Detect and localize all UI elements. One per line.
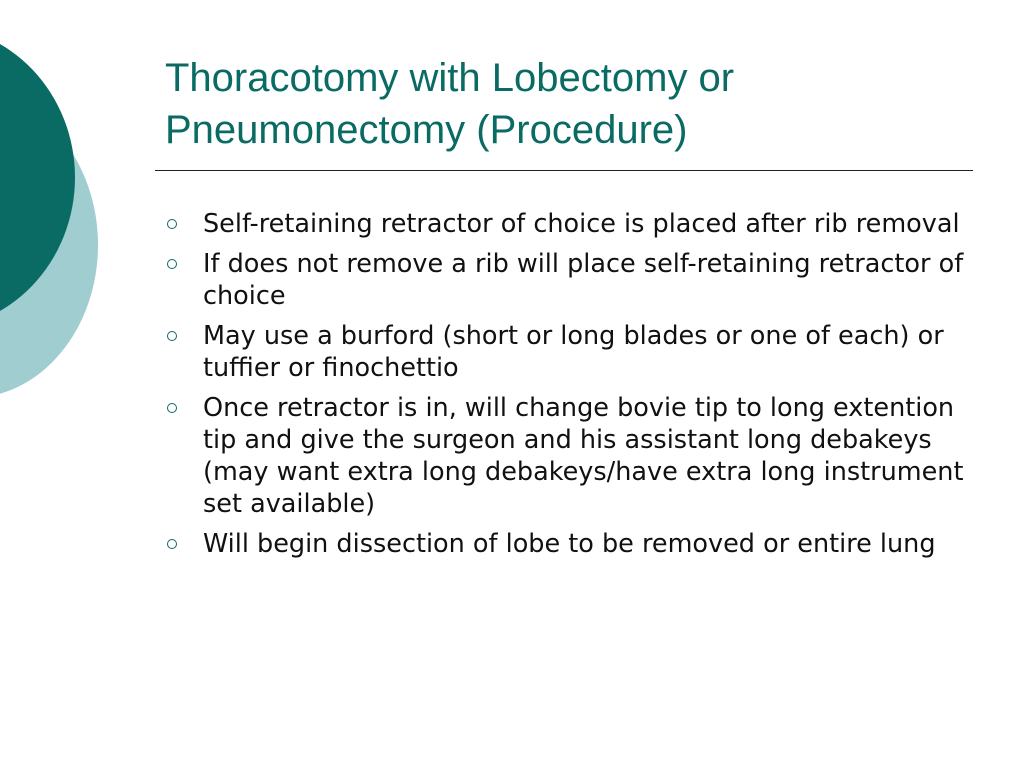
bullet-item [165, 392, 965, 520]
bullet-text: May use a burford (short or long blades or one of each) or tuffier or finochettio [203, 321, 944, 383]
bullet-text: Once retractor is in, will change bovie tip to long extention tip and give the surgeon and his assistant long debakeys (may want extra long debakeys/have extra long instrument set available) [203, 393, 964, 519]
bullet-circle-icon [167, 331, 177, 341]
bullet-circle-icon [167, 259, 177, 269]
bullet-text: If does not remove a rib will place self-retaining retractor of choice [203, 249, 964, 311]
bullet-circle-icon [167, 219, 177, 229]
bullet-item [165, 208, 965, 240]
bullet-circle-icon [167, 539, 177, 549]
title-divider [155, 170, 973, 171]
bullet-item [165, 320, 965, 384]
bullet-item [165, 528, 965, 560]
bullet-item [165, 248, 965, 312]
bullet-text: Self-retaining retractor of choice is placed after rib removal [203, 209, 960, 239]
bullet-circle-icon [167, 403, 177, 413]
slide-title: Thoracotomy with Lobectomy or Pneumonectomy (Procedure) [165, 56, 735, 152]
bullet-text: Will begin dissection of lobe to be removed or entire lung [203, 529, 936, 559]
bullet-list [165, 208, 965, 568]
